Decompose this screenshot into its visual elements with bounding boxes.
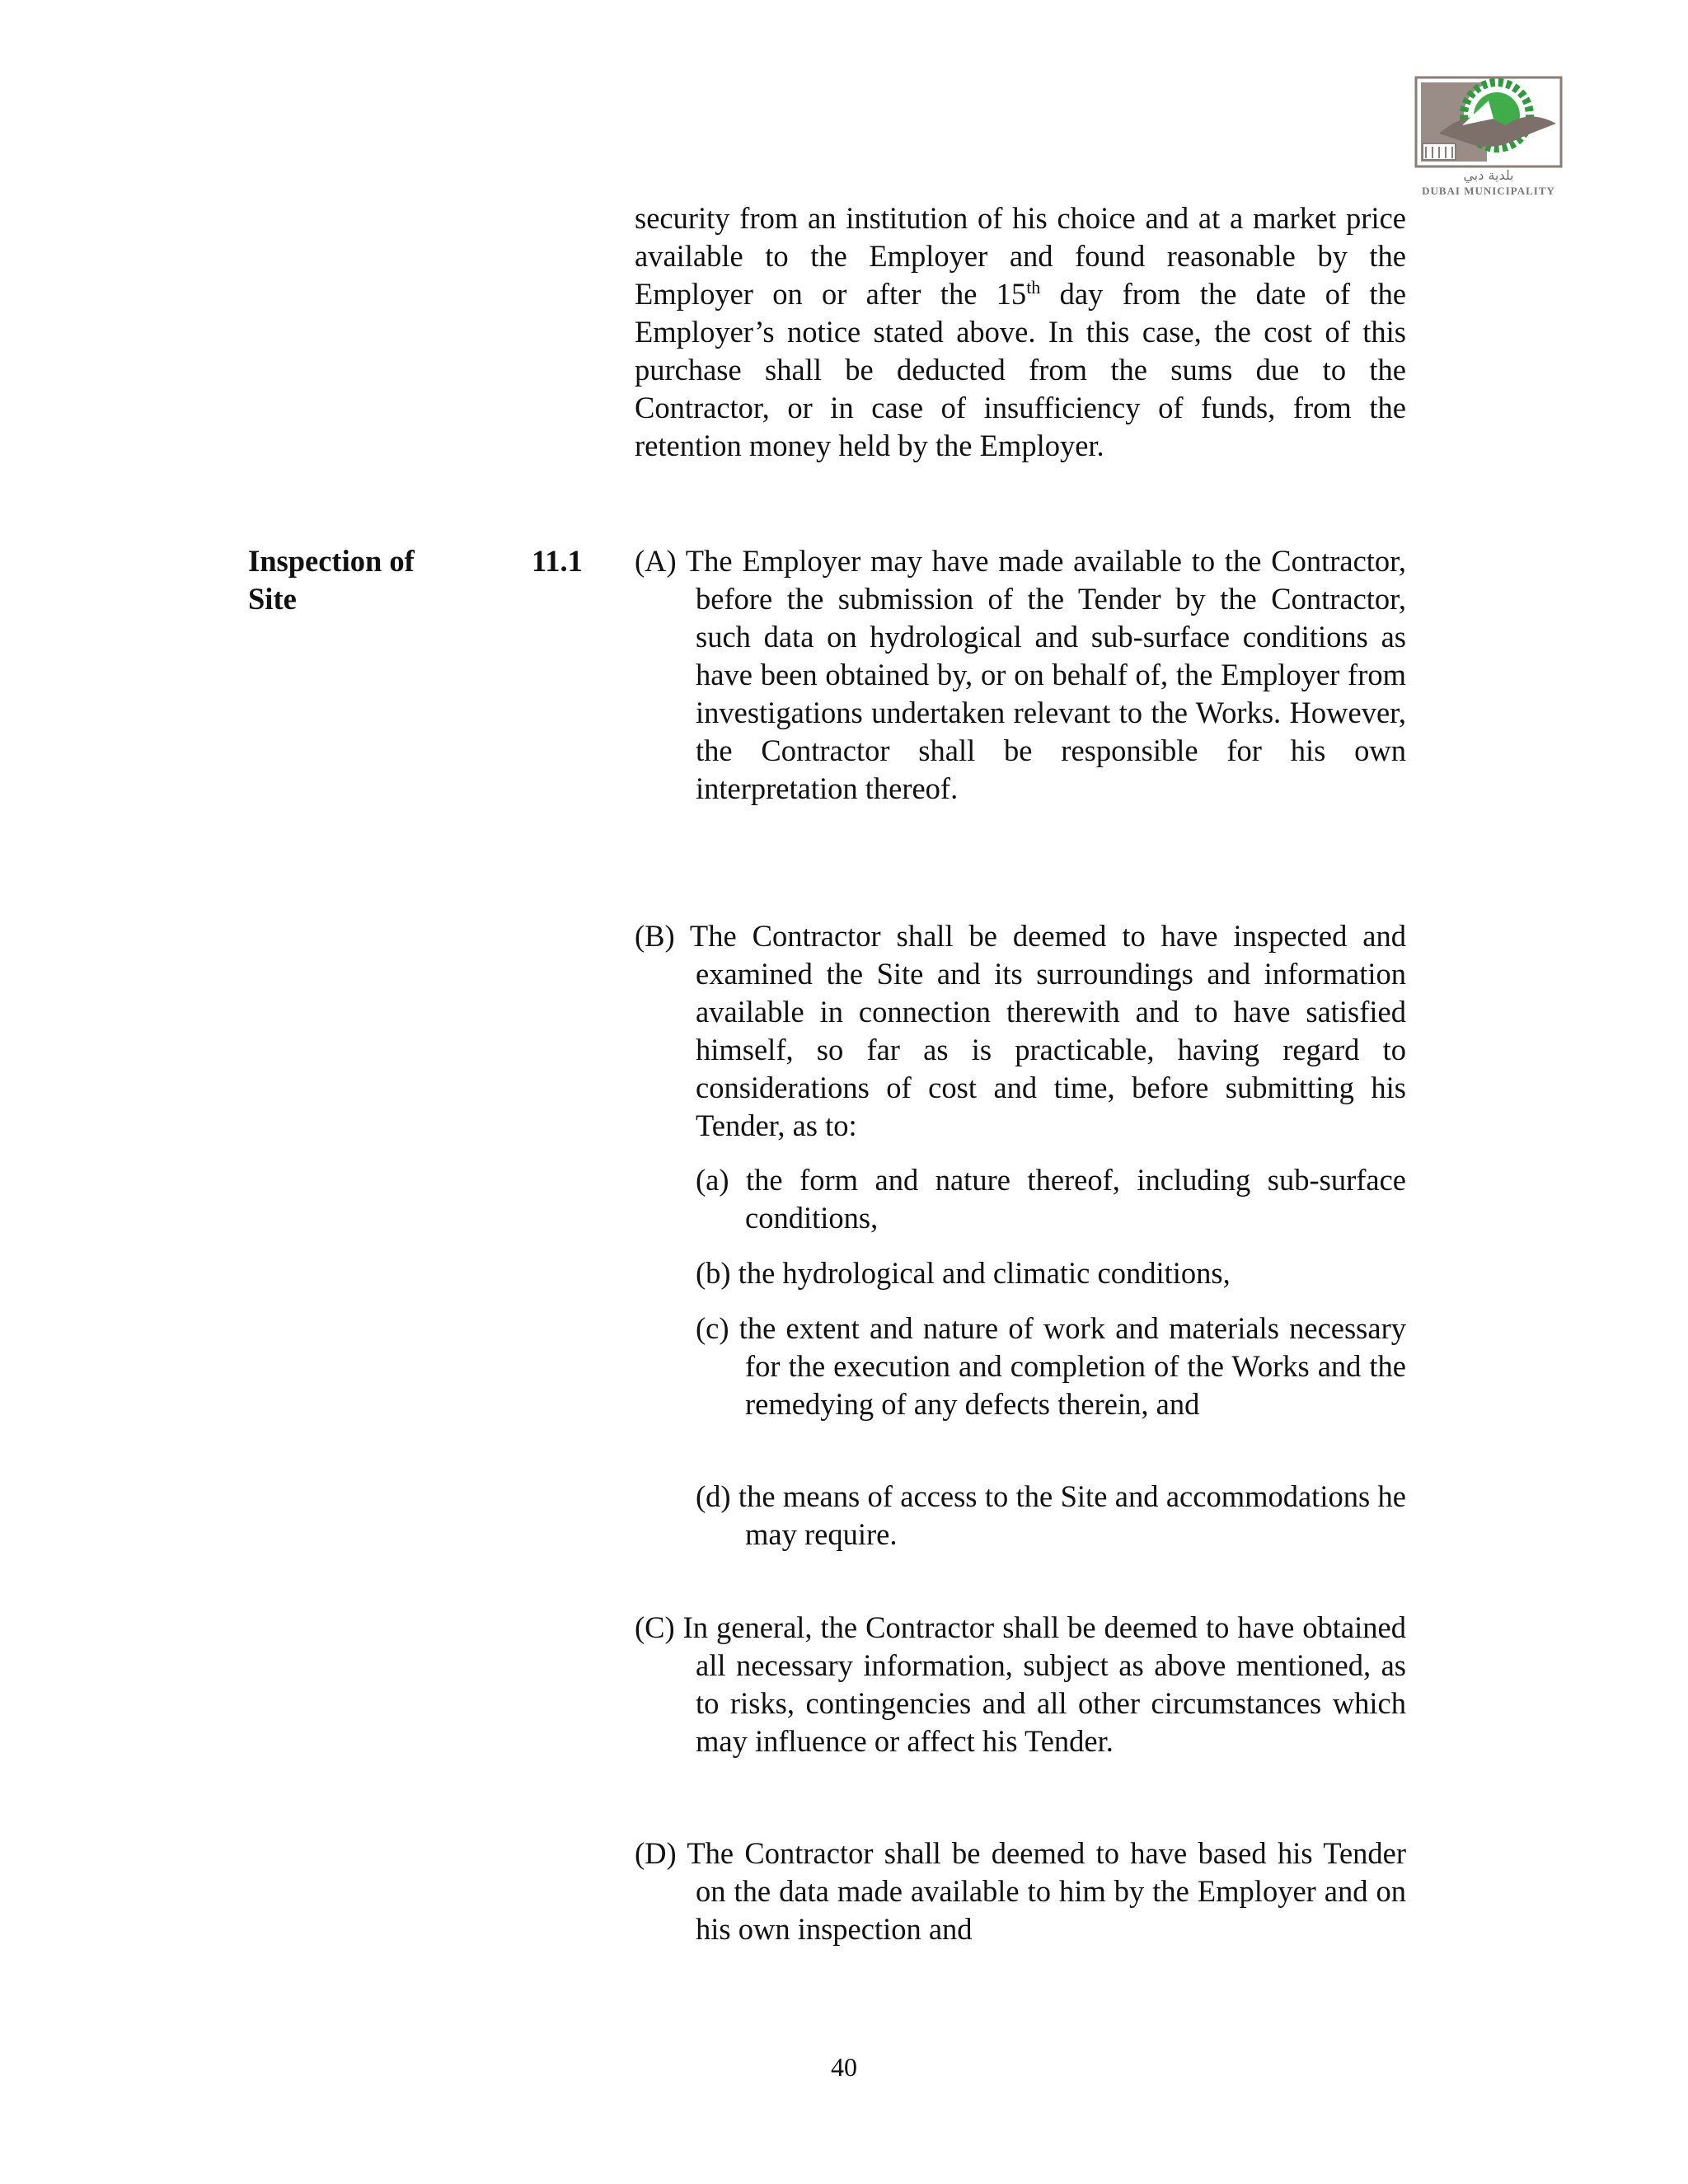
paragraph-d xyxy=(635,1835,1406,1948)
sub-item-c xyxy=(696,1310,1406,1423)
section-heading-line1: Inspection of xyxy=(248,544,415,578)
intro-text-part1: security from an institution of his choice and at a market price available to the Employer and found reasonable by the Employer on or after the 15 xyxy=(635,201,1406,311)
logo-caption: DUBAI MUNICIPALITY xyxy=(1422,185,1555,197)
dubai-municipality-logo xyxy=(1414,76,1563,199)
sub-item-d xyxy=(696,1478,1406,1554)
intro-paragraph xyxy=(635,199,1406,465)
paragraph-b-text: (B) The Contractor shall be deemed to have inspected and examined the Site and its surroundings and information available in connection therewith and to have satisfied himself, so far as is practicable, having regard to considerations of cost and time, before submitting his Tender, as to: xyxy=(635,919,1406,1142)
clause-number: 11.1 xyxy=(532,544,583,578)
sub-item-b-text: (b) the hydrological and climatic conditions, xyxy=(696,1256,1231,1290)
sub-item-d-text: (d) the means of access to the Site and accommodations he may require. xyxy=(696,1479,1406,1551)
logo-emblem-icon xyxy=(1414,76,1563,168)
paragraph-d-text: (D) The Contractor shall be deemed to have based his Tender on the data made available to him by the Employer and on his own inspection and xyxy=(635,1836,1406,1946)
intro-text-part2: day from the date of the Employer’s notice stated above. In this case, the cost of this purchase shall be deducted from the sums due to the Contractor, or in case of insufficiency of funds, from the retention money held by the Employer. xyxy=(635,277,1407,462)
logo-arabic-text: بلدية دبي xyxy=(1463,167,1514,183)
intro-text xyxy=(635,199,1406,465)
section-heading-line2: Site xyxy=(248,582,297,616)
paragraph-c-text: (C) In general, the Contractor shall be deemed to have obtained all necessary information, subject as above mentioned, as to risks, contingencies and all other circumstances which may influence or affect his Tender. xyxy=(635,1610,1406,1758)
ordinal-suffix: th xyxy=(1026,276,1041,298)
paragraph-a-text: (A) The Employer may have made available to the Contractor, before the submission of the Tender by the Contractor, such data on hydrological and sub-surface conditions as have been obtained by, or on behalf of, the Employer from investigations undertaken relevant to the Works. However, the Contractor shall be responsible for his own interpretation thereof. xyxy=(635,544,1406,805)
sub-item-a-text: (a) the form and nature thereof, including sub-surface conditions, xyxy=(696,1163,1406,1235)
section-heading xyxy=(248,542,462,618)
sub-item-a xyxy=(696,1161,1406,1237)
paragraph-a xyxy=(635,542,1406,808)
sub-item-b xyxy=(696,1254,1406,1292)
sub-item-c-text: (c) the extent and nature of work and materials necessary for the execution and completion of the Works and the remedying of any defects therein, and xyxy=(696,1311,1406,1421)
page-number: 40 xyxy=(831,2052,857,2082)
paragraph-b xyxy=(635,917,1406,1145)
paragraph-c xyxy=(635,1609,1406,1760)
